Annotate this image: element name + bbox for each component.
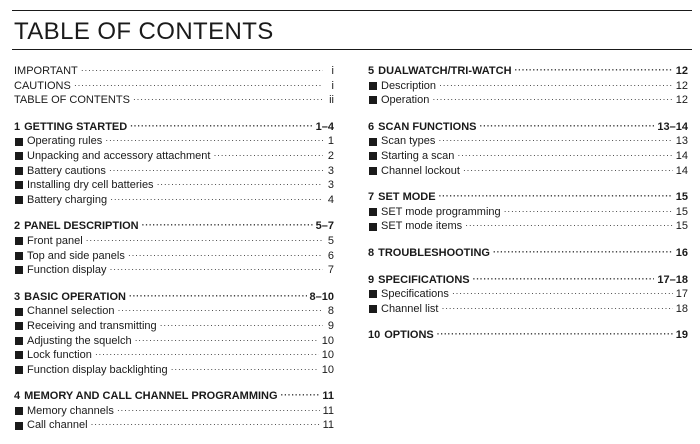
entry-label: Scan types <box>381 135 436 148</box>
entry-label: CAUTIONS <box>14 79 71 92</box>
entry-label: Memory channels <box>27 404 114 417</box>
entry-label: Operating rules <box>27 135 103 148</box>
page-number: 17 <box>675 288 688 301</box>
entry-label: Starting a scan <box>381 149 455 162</box>
toc-entry-battery-charging[interactable] <box>14 193 334 208</box>
page-number: 15 <box>675 220 688 233</box>
entry-label: SET mode items <box>381 220 463 233</box>
section-number: 7 <box>368 191 375 204</box>
dot-leader <box>117 303 323 318</box>
toc-entry-memory-channels[interactable] <box>14 404 334 419</box>
page-number: 9 <box>327 319 334 332</box>
toc-entry-channel-list[interactable] <box>368 302 688 317</box>
bullet-square-icon <box>15 366 23 374</box>
entry-label: Function display <box>27 264 107 277</box>
toc-section-heading-set-mode[interactable] <box>368 190 688 205</box>
toc-section-dualwatch-tri-watch <box>368 64 688 108</box>
entry-label: Channel selection <box>27 305 115 318</box>
entry-label: Function display backlighting <box>27 363 168 376</box>
toc-entry-installing-dry-cell-batteries[interactable] <box>14 178 334 193</box>
toc-entry-unpacking-and-accessory-attachment[interactable] <box>14 149 334 164</box>
page-number: 10 <box>321 363 334 376</box>
dot-leader <box>515 63 673 78</box>
toc-left-column <box>14 64 334 433</box>
bullet-square-icon <box>369 167 377 175</box>
page-number: 1 <box>327 135 334 148</box>
bullet-square-icon <box>15 337 23 345</box>
section-title: SPECIFICATIONS <box>378 273 470 286</box>
bullet-square-icon <box>369 223 377 231</box>
dot-leader <box>110 192 323 207</box>
toc-section-heading-dualwatch-tri-watch[interactable] <box>368 64 688 79</box>
page-title: TABLE OF CONTENTS <box>14 18 274 45</box>
entry-label: Top and side panels <box>27 249 125 262</box>
page-number: 16 <box>675 246 688 259</box>
toc-section-heading-getting-started[interactable] <box>14 120 334 135</box>
toc-section-panel-description <box>14 219 334 277</box>
entry-label: Description <box>381 79 437 92</box>
dot-leader <box>142 218 313 233</box>
toc-entry-battery-cautions[interactable] <box>14 164 334 179</box>
dot-leader <box>438 133 672 148</box>
section-number: 4 <box>14 390 21 403</box>
section-number: 9 <box>368 273 375 286</box>
toc-section-specifications <box>368 273 688 317</box>
entry-label: Unpacking and accessory attachment <box>27 149 211 162</box>
page-number: 15 <box>675 205 688 218</box>
dot-leader <box>110 262 324 277</box>
page-number: 11 <box>322 390 334 403</box>
page-number: 13 <box>675 135 688 148</box>
dot-leader <box>130 119 312 134</box>
toc-entry-set-mode-items[interactable] <box>368 219 688 234</box>
bullet-square-icon <box>15 167 23 175</box>
toc-section-heading-panel-description[interactable] <box>14 219 334 234</box>
toc-section-memory-and-call-channel-programming <box>14 389 334 433</box>
dot-leader <box>439 78 673 93</box>
dot-leader <box>504 204 673 219</box>
page-number: 11 <box>322 404 334 417</box>
toc-entry-set-mode-programming[interactable] <box>368 205 688 220</box>
page-number: 14 <box>675 164 688 177</box>
toc-section-heading-troubleshooting[interactable] <box>368 246 688 261</box>
bullet-square-icon <box>15 308 23 316</box>
section-title: PANEL DESCRIPTION <box>24 220 139 233</box>
section-title: SET MODE <box>378 191 436 204</box>
page-number: 3 <box>327 179 334 192</box>
dot-leader <box>473 272 655 287</box>
toc-entry-operation[interactable] <box>368 93 688 108</box>
entry-label: Front panel <box>27 234 83 247</box>
bullet-square-icon <box>369 208 377 216</box>
bullet-square-icon <box>369 96 377 104</box>
toc-section-options <box>368 328 688 343</box>
title-rule <box>12 49 692 50</box>
page-number: 3 <box>327 164 334 177</box>
toc-section-heading-basic-operation[interactable] <box>14 290 334 305</box>
entry-label: Lock function <box>27 349 92 362</box>
toc-entry-specifications[interactable] <box>368 287 688 302</box>
section-title: GETTING STARTED <box>24 120 128 133</box>
dot-leader <box>160 318 323 333</box>
dot-leader <box>480 119 655 134</box>
section-title: BASIC OPERATION <box>24 290 126 303</box>
section-number: 1 <box>14 120 21 133</box>
toc-entry-function-display[interactable] <box>14 263 334 278</box>
dot-leader <box>432 92 672 107</box>
toc-entry-channel-lockout[interactable] <box>368 164 688 179</box>
toc-entry-scan-types[interactable] <box>368 134 688 149</box>
page-number: 18 <box>675 302 688 315</box>
page-number: 2 <box>327 149 334 162</box>
page-number: 12 <box>675 79 688 92</box>
page-number: 12 <box>675 65 688 77</box>
section-title: DUALWATCH/TRI-WATCH <box>378 65 512 77</box>
bullet-square-icon <box>15 407 23 415</box>
section-title: TROUBLESHOOTING <box>378 246 490 259</box>
section-title: MEMORY AND CALL CHANNEL PROGRAMMING <box>24 390 278 403</box>
dot-leader <box>117 403 320 418</box>
toc-section-scan-functions <box>368 120 688 178</box>
dot-leader <box>493 245 673 260</box>
dot-leader <box>133 92 323 107</box>
toc-section-getting-started <box>14 120 334 208</box>
section-number: 10 <box>368 329 381 342</box>
entry-label: Call channel <box>27 419 88 432</box>
toc-entry-call-channel[interactable] <box>14 418 334 433</box>
dot-leader <box>81 63 323 78</box>
toc-entry-function-display-backlighting[interactable] <box>14 363 334 378</box>
toc-entry-receiving-and-transmitting[interactable] <box>14 319 334 334</box>
bullet-square-icon <box>15 422 23 430</box>
section-title: SCAN FUNCTIONS <box>378 120 477 133</box>
toc-entry-front-panel[interactable] <box>14 234 334 249</box>
entry-label: Battery cautions <box>27 164 106 177</box>
bullet-square-icon <box>15 237 23 245</box>
bullet-square-icon <box>15 266 23 274</box>
toc-entry-channel-selection[interactable] <box>14 304 334 319</box>
toc-section-set-mode <box>368 190 688 234</box>
page-number: ii <box>329 94 334 107</box>
dot-leader <box>437 327 673 342</box>
toc-section-heading-scan-functions[interactable] <box>368 120 688 135</box>
page-number: 10 <box>321 349 334 362</box>
toc-section-heading-specifications[interactable] <box>368 273 688 288</box>
bullet-square-icon <box>369 82 377 90</box>
bullet-square-icon <box>369 152 377 160</box>
entry-label: TABLE OF CONTENTS <box>14 94 130 107</box>
toc-section-troubleshooting <box>368 246 688 261</box>
toc-section-heading-memory-and-call-channel-programming[interactable] <box>14 389 334 404</box>
dot-leader <box>74 78 323 93</box>
toc-entry-operating-rules[interactable] <box>14 134 334 149</box>
page-number: 17–18 <box>657 273 688 286</box>
section-number: 6 <box>368 120 375 133</box>
dot-leader <box>441 301 672 316</box>
entry-label: IMPORTANT <box>14 65 78 77</box>
dot-leader <box>105 133 323 148</box>
bullet-square-icon <box>15 138 23 146</box>
dot-leader <box>281 388 320 403</box>
bullet-square-icon <box>15 322 23 330</box>
bullet-square-icon <box>15 351 23 359</box>
page-number: 10 <box>321 334 334 347</box>
bullet-square-icon <box>15 181 23 189</box>
dot-leader <box>91 417 320 432</box>
dot-leader <box>135 333 319 348</box>
toc-right-column <box>368 64 688 343</box>
toc-front-matter <box>14 64 334 108</box>
bullet-square-icon <box>369 290 377 298</box>
dot-leader <box>463 163 673 178</box>
entry-label: Battery charging <box>27 193 108 206</box>
dot-leader <box>157 177 323 192</box>
page-number: 7 <box>327 264 334 277</box>
page-number: 8 <box>327 305 334 318</box>
toc-entry-cautions[interactable] <box>14 79 334 94</box>
section-title: OPTIONS <box>384 329 434 342</box>
entry-label: Operation <box>381 94 430 107</box>
toc-entry-lock-function[interactable] <box>14 348 334 363</box>
dot-leader <box>129 289 307 304</box>
dot-leader <box>457 148 672 163</box>
page-number: 11 <box>322 419 334 432</box>
page-number: 4 <box>327 193 334 206</box>
section-number: 8 <box>368 246 375 259</box>
page-number: 1–4 <box>315 120 334 133</box>
bullet-square-icon <box>15 196 23 204</box>
page-number: 19 <box>675 329 688 342</box>
entry-label: SET mode programming <box>381 205 501 218</box>
page-number: 8–10 <box>309 290 334 303</box>
page-number: 5 <box>327 234 334 247</box>
toc-section-heading-options[interactable] <box>368 328 688 343</box>
entry-label: Installing dry cell batteries <box>27 179 154 192</box>
entry-label: Channel list <box>381 302 439 315</box>
entry-label: Specifications <box>381 288 449 301</box>
dot-leader <box>86 233 323 248</box>
page-number: 5–7 <box>315 220 334 233</box>
entry-label: Adjusting the squelch <box>27 334 132 347</box>
page-number: i <box>331 79 334 92</box>
page-number: 15 <box>675 191 688 204</box>
page-number: 6 <box>327 249 334 262</box>
entry-label: Receiving and transmitting <box>27 319 157 332</box>
section-number: 5 <box>368 65 375 77</box>
toc-entry-top-and-side-panels[interactable] <box>14 249 334 264</box>
section-number: 2 <box>14 220 21 233</box>
page-number: i <box>331 65 334 77</box>
entry-label: Channel lockout <box>381 164 460 177</box>
bullet-square-icon <box>369 305 377 313</box>
dot-leader <box>213 148 323 163</box>
bullet-square-icon <box>369 138 377 146</box>
top-rule <box>12 10 692 11</box>
dot-leader <box>452 286 673 301</box>
dot-leader <box>109 163 323 178</box>
toc-entry-table-of-contents[interactable] <box>14 93 334 108</box>
page-number: 14 <box>675 149 688 162</box>
toc-entry-description[interactable] <box>368 79 688 94</box>
page-number: 13–14 <box>657 120 688 133</box>
toc-section-basic-operation <box>14 290 334 378</box>
toc-entry-starting-a-scan[interactable] <box>368 149 688 164</box>
toc-entry-adjusting-the-squelch[interactable] <box>14 334 334 349</box>
bullet-square-icon <box>15 252 23 260</box>
toc-entry-important[interactable] <box>14 64 334 79</box>
section-number: 3 <box>14 290 21 303</box>
bullet-square-icon <box>15 152 23 160</box>
dot-leader <box>439 189 673 204</box>
dot-leader <box>171 362 319 377</box>
dot-leader <box>465 218 673 233</box>
page-number: 12 <box>675 94 688 107</box>
dot-leader <box>128 248 323 263</box>
dot-leader <box>95 347 319 362</box>
